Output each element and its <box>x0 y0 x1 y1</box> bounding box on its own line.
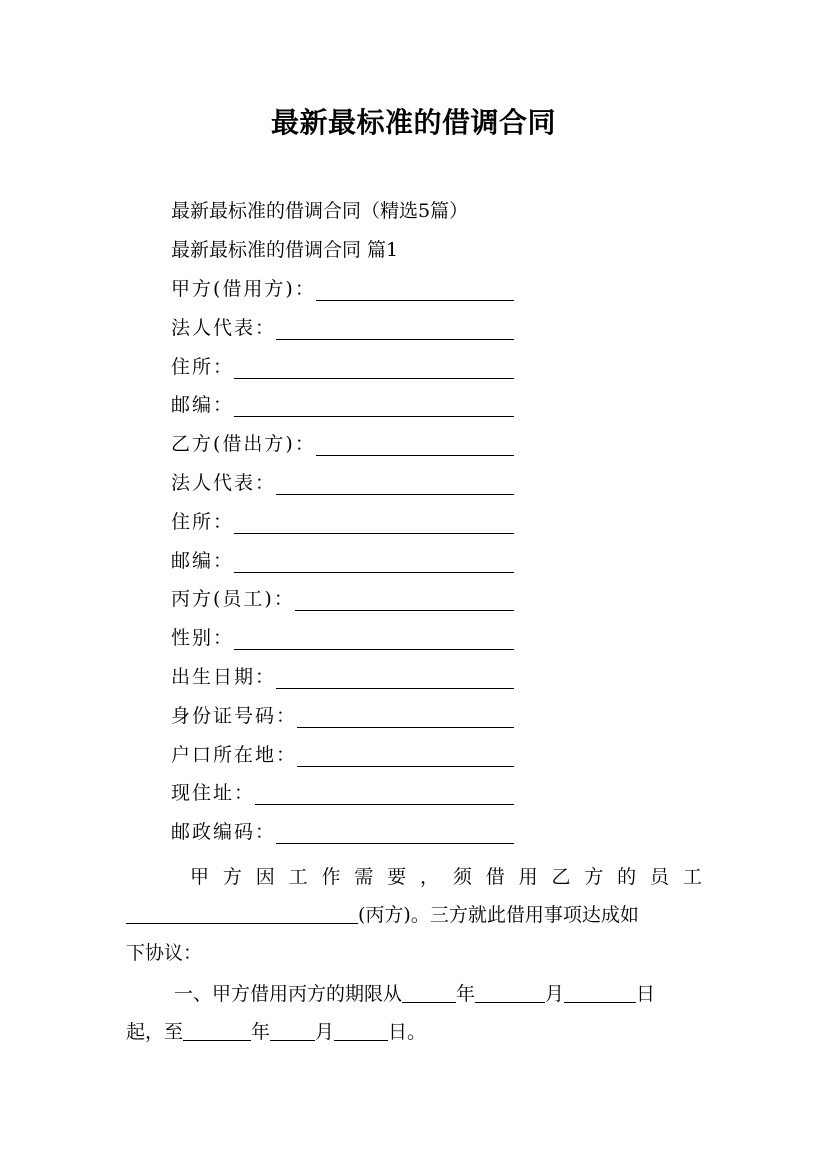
field-label: 邮编： <box>171 394 235 417</box>
party-field-row <box>171 743 514 767</box>
paragraph-line-2 <box>126 896 702 934</box>
field-blank[interactable] <box>276 822 514 844</box>
term-paragraph <box>126 975 702 1051</box>
paragraph-char: 方 <box>222 866 242 888</box>
field-label: 丙方(员工)： <box>171 588 295 611</box>
paragraph-char: 需 <box>354 866 374 888</box>
paragraph-char: 工 <box>288 866 308 888</box>
party-field-row <box>171 393 514 417</box>
paragraph-char: 的 <box>617 866 637 888</box>
field-label: 法人代表： <box>171 316 277 339</box>
party-field-row <box>171 587 514 611</box>
paragraph-char: 用 <box>518 866 538 888</box>
paragraph-char: 方 <box>584 866 604 888</box>
paragraph-char: 因 <box>255 866 275 888</box>
field-blank[interactable] <box>297 745 514 767</box>
end-year-label: 年 <box>251 1021 271 1043</box>
field-blank[interactable] <box>276 318 514 340</box>
term-line-2 <box>126 1013 702 1051</box>
field-blank[interactable] <box>297 706 514 728</box>
party-field-row <box>171 471 514 495</box>
party-field-row <box>171 626 514 650</box>
party-field-row <box>171 665 514 689</box>
paragraph-char: ， <box>420 866 440 888</box>
paragraph-line-2-text: (丙方)。三方就此借用事项达成如 <box>358 904 639 926</box>
field-blank[interactable] <box>234 395 514 417</box>
paragraph-char: 员 <box>650 866 670 888</box>
paragraph-char: 借 <box>485 866 505 888</box>
employee-name-blank[interactable] <box>126 903 358 924</box>
field-label: 住所： <box>171 510 235 533</box>
field-label: 甲方(借用方)： <box>171 278 316 300</box>
party-field-row <box>171 510 514 534</box>
field-label: 邮编： <box>171 549 235 572</box>
start-month-blank[interactable] <box>475 982 545 1003</box>
paragraph-char: 须 <box>452 866 472 888</box>
field-label: 身份证号码： <box>171 704 298 727</box>
party-field-row <box>171 432 514 456</box>
paragraph-line-1 <box>126 858 702 896</box>
party-field-row <box>171 355 514 379</box>
paragraph-char: 要 <box>387 866 407 888</box>
paragraph-char: 工 <box>682 866 702 888</box>
end-year-blank[interactable] <box>183 1020 251 1041</box>
start-year-label: 年 <box>456 983 476 1005</box>
field-label: 邮政编码： <box>171 821 277 844</box>
field-label: 住所： <box>171 355 235 378</box>
party-field-row <box>171 277 514 301</box>
start-day-blank[interactable] <box>564 982 636 1003</box>
field-blank[interactable] <box>255 783 514 805</box>
field-blank[interactable] <box>295 589 514 611</box>
term-prefix: 一、甲方借用丙方的期限从 <box>174 983 403 1005</box>
start-month-label: 月 <box>545 983 565 1005</box>
field-blank[interactable] <box>234 628 514 650</box>
end-month-label: 月 <box>315 1021 335 1043</box>
end-day-blank[interactable] <box>334 1020 388 1041</box>
field-label: 性别： <box>171 627 235 650</box>
field-blank[interactable] <box>276 667 514 689</box>
field-blank[interactable] <box>234 551 514 573</box>
end-month-blank[interactable] <box>270 1020 315 1041</box>
agreement-paragraph <box>126 858 702 972</box>
field-blank[interactable] <box>234 512 514 534</box>
field-label: 现住址： <box>171 782 256 805</box>
paragraph-char: 作 <box>321 866 341 888</box>
paragraph-char: 乙 <box>551 866 571 888</box>
party-field-row <box>171 781 514 805</box>
field-label: 法人代表： <box>171 472 277 494</box>
party-field-row <box>171 549 514 573</box>
start-day-label: 日 <box>636 983 656 1005</box>
field-blank[interactable] <box>234 357 514 379</box>
party-field-row <box>171 704 514 728</box>
term-line-1 <box>126 975 702 1013</box>
paragraph-char: 甲 <box>190 866 210 888</box>
field-label: 出生日期： <box>171 666 277 688</box>
end-day-label: 日。 <box>388 1021 427 1043</box>
document-subtitle: 最新最标准的借调合同（精选5篇） <box>171 200 469 222</box>
start-year-blank[interactable] <box>402 982 456 1003</box>
term-line-2-start: 起，至 <box>126 1021 184 1043</box>
field-blank[interactable] <box>276 473 514 495</box>
paragraph-line-3: 下协议： <box>126 942 203 964</box>
field-label: 乙方(借出方)： <box>171 433 316 456</box>
section-heading: 最新最标准的借调合同 篇1 <box>171 239 399 261</box>
field-blank[interactable] <box>316 279 514 301</box>
party-field-row <box>171 316 514 340</box>
party-field-row <box>171 820 514 844</box>
field-blank[interactable] <box>316 434 514 456</box>
field-label: 户口所在地： <box>171 743 298 766</box>
document-title: 最新最标准的借调合同 <box>270 106 556 139</box>
